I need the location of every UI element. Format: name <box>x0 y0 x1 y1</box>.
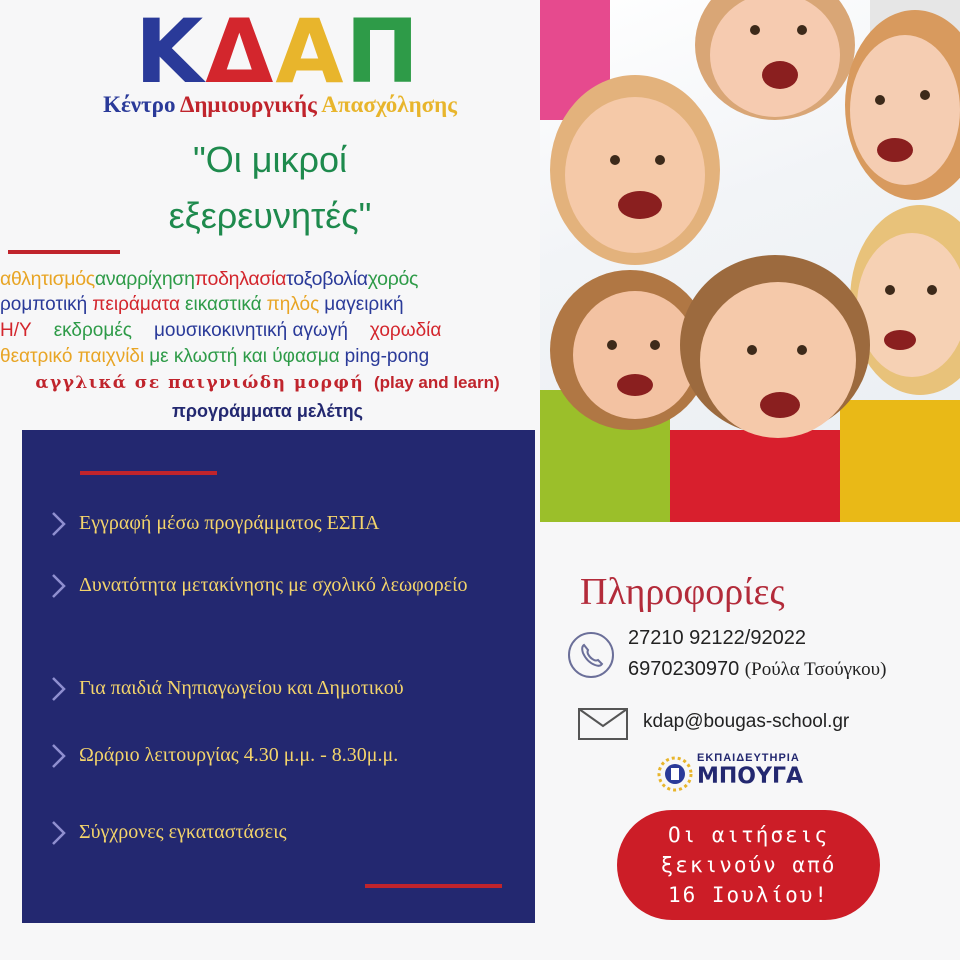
logo-letter-k: Κ <box>135 0 206 103</box>
study-programs: προγράμματα μελέτης <box>172 401 363 421</box>
phone-number-1[interactable]: 27210 92122/92022 <box>628 627 806 649</box>
activity-row3-2: μουσικοκινητική αγωγή <box>153 320 348 341</box>
bullet-facilities <box>45 817 515 848</box>
school-name-line-2: ΜΠΟΥΓΑ <box>697 764 803 789</box>
panel-divider-bottom <box>365 884 502 888</box>
activities-row-2 <box>0 292 540 318</box>
play-and-learn: (play and learn) <box>373 373 500 392</box>
activity-row3-0: Η/Υ <box>0 320 32 341</box>
english-playful: αγγλικά σε παιγνιώδη μορφή <box>35 373 365 393</box>
activities-row-4 <box>0 344 540 370</box>
activity-row2-4: μαγειρική <box>324 294 404 315</box>
bullet-hours <box>45 740 515 771</box>
panel-divider-top <box>80 471 217 475</box>
phone-number-2[interactable]: 6970230970 <box>628 658 740 680</box>
school-emblem-icon <box>655 754 695 794</box>
phone-icon <box>568 632 614 678</box>
bullet-transport-text: Δυνατότητα μετακίνησης με σχολικό λεωφορείο <box>79 574 468 596</box>
cta-line-2: ξεκινούν από <box>660 853 837 877</box>
phone-contact-name: (Ρούλα Τσούγκου) <box>744 659 887 680</box>
activity-row2-0: ρομποτική <box>0 294 88 315</box>
divider-top <box>8 250 120 254</box>
bullet-transport <box>45 570 485 601</box>
activity-row4-2: ping-pong <box>344 346 430 367</box>
activity-row4-1: με κλωστή και ύφασμα <box>149 346 340 367</box>
bullet-espa-text: Εγγραφή μέσω προγράμματος ΕΣΠΑ <box>79 512 380 534</box>
activities-block <box>0 266 540 424</box>
chevron-right-icon <box>45 510 71 538</box>
activity-row2-1: πειράματα <box>92 294 181 315</box>
motto <box>80 132 460 244</box>
logo-letter-d: Δ <box>205 0 276 103</box>
chevron-right-icon <box>45 675 71 703</box>
cta-line-1: Οι αιτήσεις <box>667 823 830 847</box>
bullet-facilities-text: Σύγχρονες εγκαταστάσεις <box>79 821 287 843</box>
logo-letter-p: Π <box>345 0 422 103</box>
center-name <box>30 92 530 118</box>
info-title: Πληροφορίες <box>580 571 785 613</box>
activity-row2-2: εικαστικά <box>185 294 262 315</box>
activity-row3-3: χορωδία <box>369 320 442 341</box>
motto-line-2: εξερευνητές" <box>168 195 372 236</box>
applications-badge <box>617 810 880 920</box>
kdap-logo <box>135 0 425 103</box>
chevron-right-icon <box>45 819 71 847</box>
activities-row-5 <box>0 370 540 396</box>
logo-letter-a: Α <box>275 0 346 103</box>
activity-row1-2: ποδηλασία <box>194 268 287 290</box>
cta-line-3: 16 Ιουλίου! <box>667 883 830 907</box>
kids-circle-illustration <box>540 0 960 522</box>
activity-row2-3: πηλός <box>266 294 320 315</box>
chevron-right-icon <box>45 572 71 600</box>
school-name-line-1: ΕΚΠΑΙΔΕΥΤΗΡΙΑ <box>697 752 800 764</box>
chevron-right-icon <box>45 742 71 770</box>
subtitle-word-2: Δημιουργικής <box>179 92 317 117</box>
subtitle-word-1: Κέντρο <box>103 92 176 117</box>
email-address[interactable]: kdap@bougas-school.gr <box>643 711 850 732</box>
activities-row-1 <box>0 266 540 292</box>
kids-photo <box>540 0 960 522</box>
phone-line-2 <box>628 658 886 681</box>
bullet-espa <box>45 508 515 539</box>
bullet-hours-text: Ωράριο λειτουργίας 4.30 μ.μ. - 8.30μ.μ. <box>79 744 399 766</box>
activities-row-3 <box>0 318 540 344</box>
bullet-ages-text: Για παιδιά Νηπιαγωγείου και Δημοτικού <box>79 677 404 699</box>
activity-row1-1: αναρρίχηση <box>94 268 195 290</box>
activity-row1-0: αθλητισμός <box>0 268 95 290</box>
activity-row4-0: θεατρικό παιχνίδι <box>0 346 145 367</box>
activity-row3-1: εκδρομές <box>53 320 132 341</box>
subtitle-word-3: Απασχόλησης <box>321 92 457 117</box>
activity-row1-4: χορός <box>367 268 419 290</box>
activities-row-6 <box>0 398 540 424</box>
motto-line-1: "Οι μικροί <box>192 139 348 180</box>
school-logo <box>655 752 825 796</box>
bullet-ages <box>45 673 515 704</box>
activity-row1-3: τοξοβολία <box>286 268 368 290</box>
email-icon <box>578 708 628 740</box>
